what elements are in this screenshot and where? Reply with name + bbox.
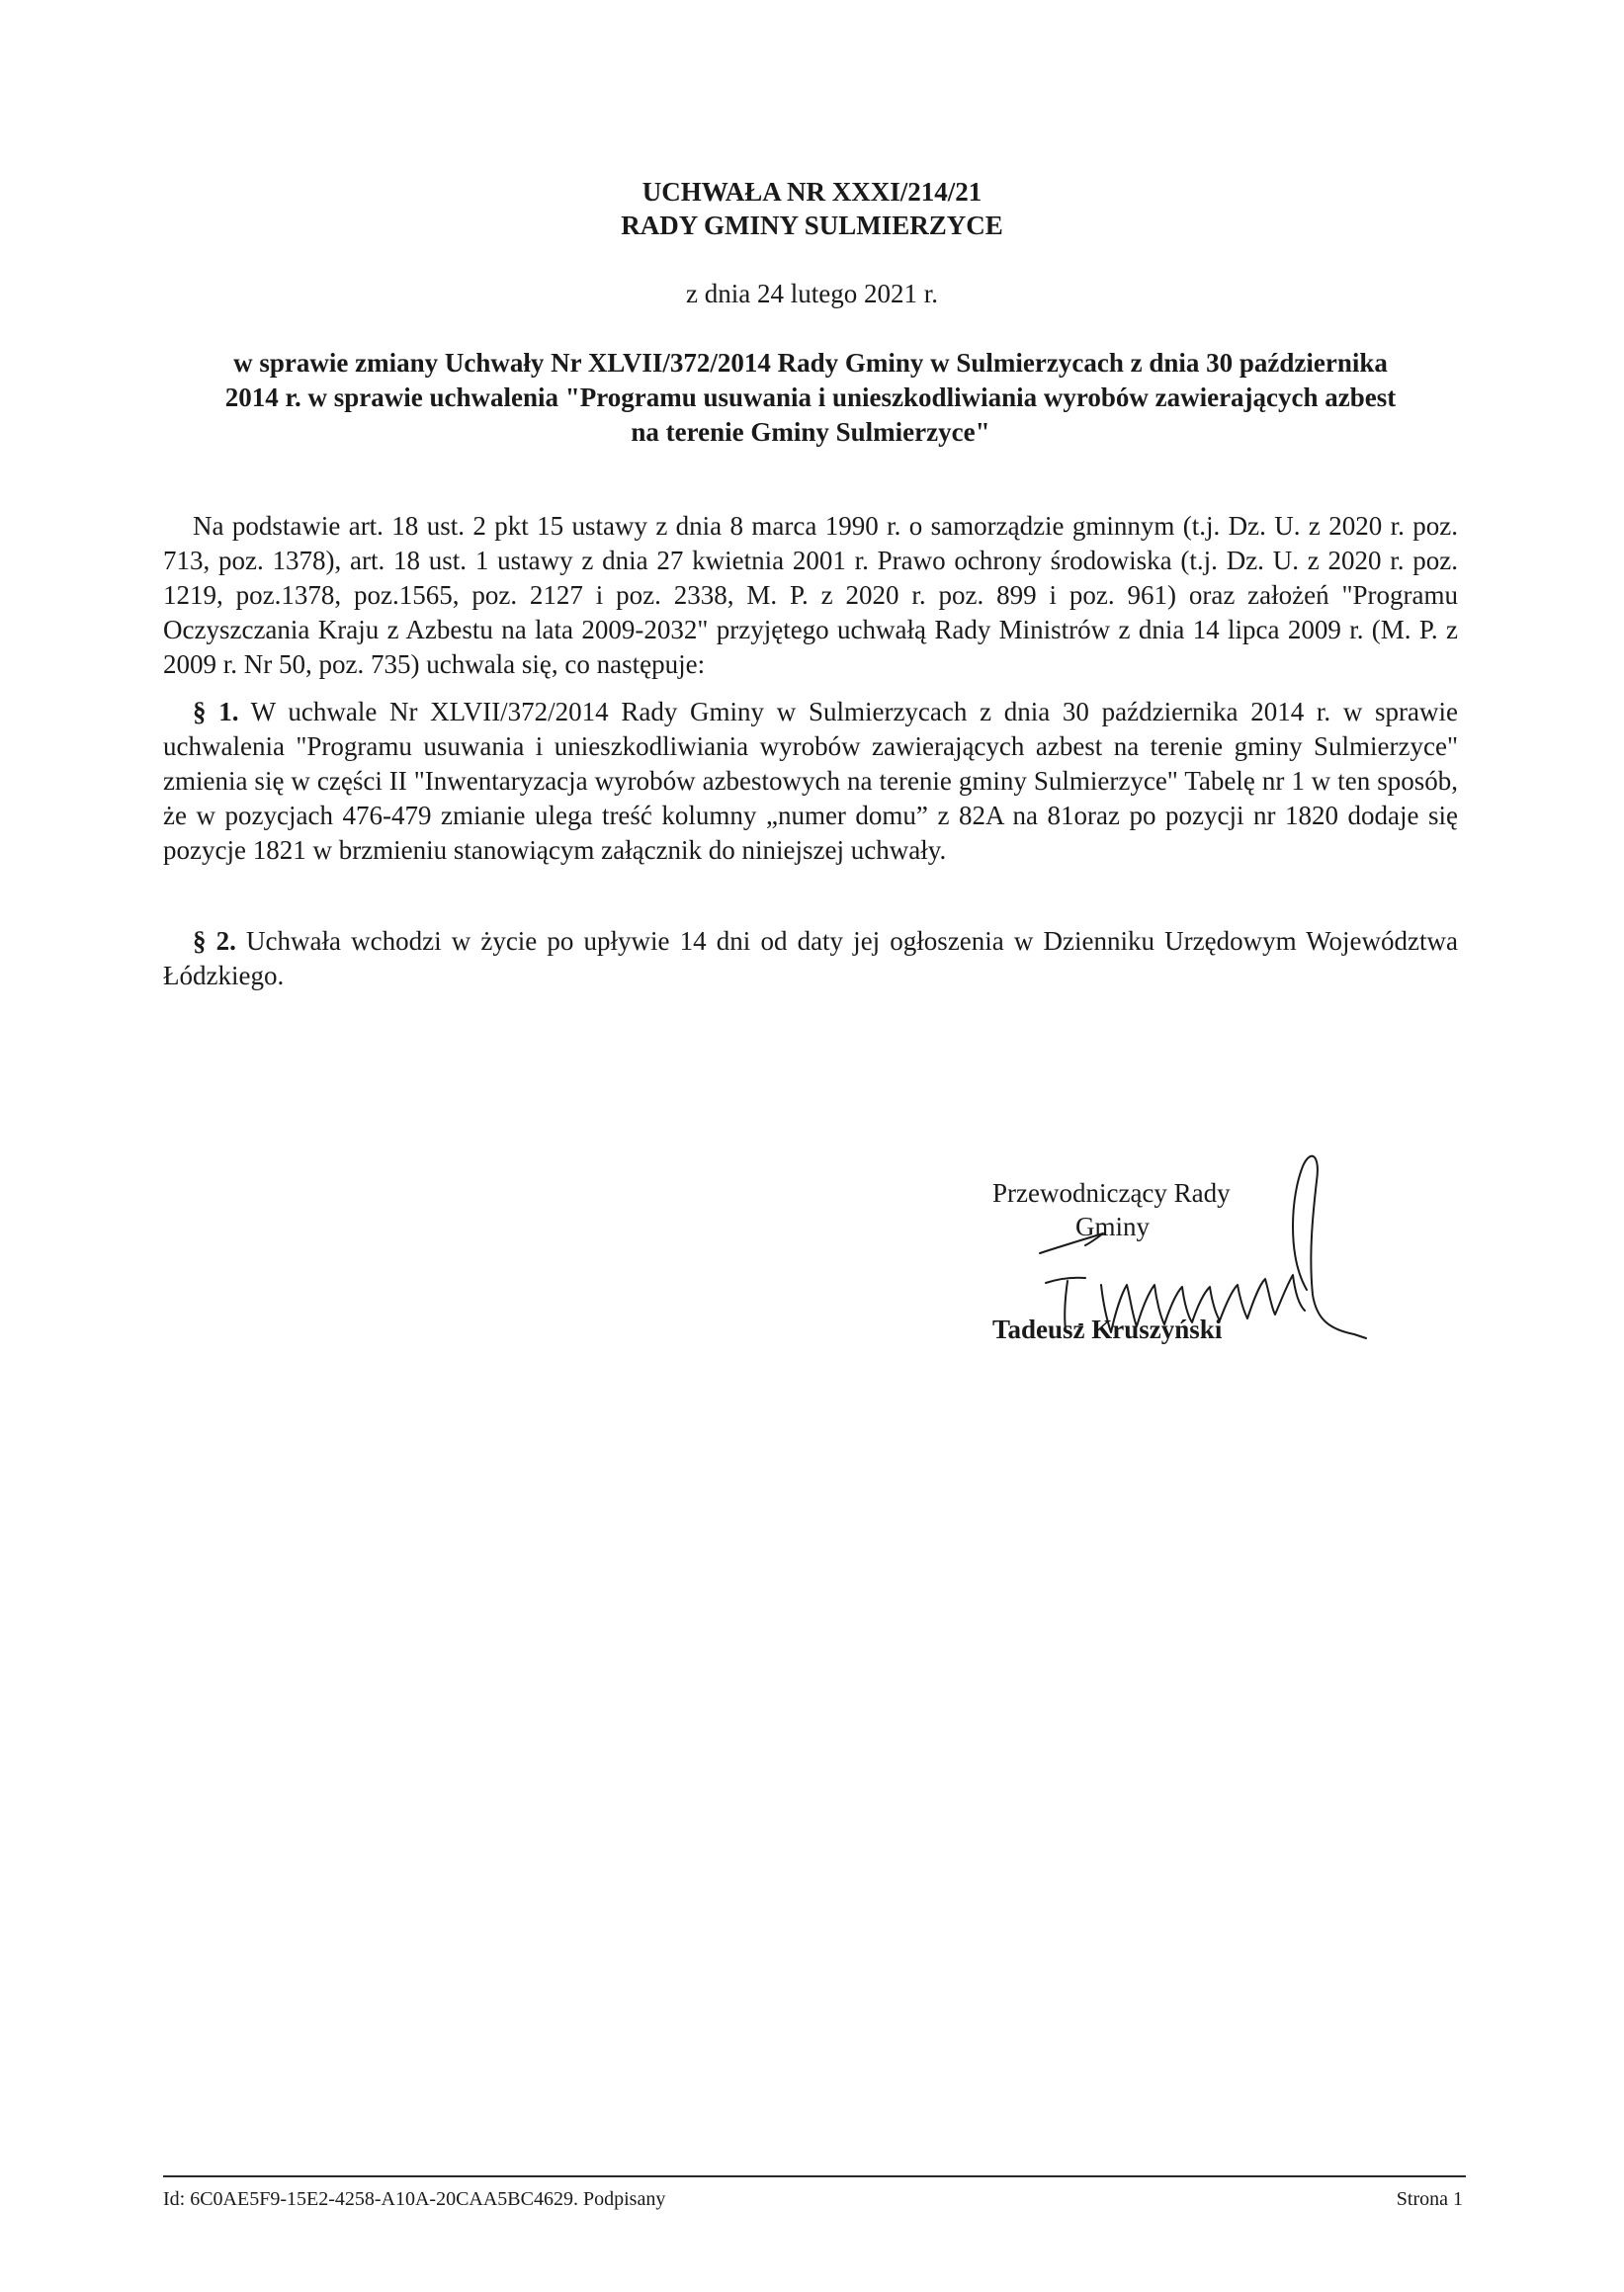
section-1-mark: § 1. — [193, 697, 239, 726]
section-2-text: Uchwała wchodzi w życie po upływie 14 dni od daty jej ogłoszenia w Dzienniku Urzędowym Województwa Łódzkiego. — [163, 926, 1459, 990]
document-id: Id: 6C0AE5F9-15E2-4258-A10A-20CAA5BC4629. Podpisany — [163, 2188, 666, 2210]
signatory-name: Tadeusz Kruszyński — [992, 1315, 1223, 1344]
section-2 — [163, 924, 1458, 993]
subject-line: w sprawie zmiany Uchwały Nr XLVII/372/2014 Rady Gminy w Sulmierzycach z dnia 30 października — [233, 348, 1388, 378]
resolution-number: UCHWAŁA NR XXXI/214/21 — [641, 177, 983, 207]
legal-basis-preamble — [163, 509, 1458, 682]
footer-divider — [163, 2175, 1466, 2177]
subject-line: 2014 r. w sprawie uchwalenia "Programu usuwania i unieszkodliwiania wyrobów zawierających azbest — [224, 382, 1397, 412]
issuing-body: RADY GMINY SULMIERZYCE — [621, 211, 1003, 240]
resolution-subject — [163, 346, 1458, 450]
page-number: Strona 1 — [1396, 2188, 1463, 2210]
signatory-title: Przewodniczący Rady — [992, 1178, 1231, 1208]
subject-line: na terenie Gminy Sulmierzyce" — [631, 417, 990, 447]
resolution-date: z dnia 24 lutego 2021 r. — [686, 279, 938, 308]
section-1-text: W uchwale Nr XLVII/372/2014 Rady Gminy w Sulmierzycach z dnia 30 października 2014 r. w sprawie uchwalenia "Programu usuwania i unieszkodliwiania wyrobów zawierających azbest na terenie gminy Sulmierzyce" zmienia się w części II "Inwentaryzacja wyrobów azbestowych na terenie gminy Sulmierzyce" Tabelę nr 1 w ten sposób, że w pozycjach 476-479 zmianie ulega treść kolumny „numer domu” z 82A na 81oraz po pozycji nr 1820 dodaje się pozycje 1821 w brzmieniu stanowiącym załącznik do niniejszej uchwały. — [163, 697, 1459, 865]
signatory-title-continued: Gminy — [1075, 1212, 1151, 1241]
preamble-text: Na podstawie art. 18 ust. 2 pkt 15 ustawy z dnia 8 marca 1990 r. o samorządzie gminnym (t.j. Dz. U. z 2020 r. poz. 713, poz. 1378), art. 18 ust. 1 ustawy z dnia 27 kwietnia 2001 r. Prawo ochrony środowiska (t.j. Dz. U. z 2020 r. poz. 1219, poz.1378, poz.1565, poz. 2127 i poz. 2338, M. P. z 2020 r. poz. 899 i poz. 961) oraz założeń "Programu Oczyszczania Kraju z Azbestu na lata 2009-2032" przyjętego uchwałą Rady Ministrów z dnia 14 lipca 2009 r. (M. P. z 2009 r. Nr 50, poz. 735) uchwala się, co następuje: — [163, 511, 1458, 679]
section-1 — [163, 695, 1458, 868]
section-2-mark: § 2. — [193, 926, 236, 956]
signature-block — [949, 1176, 1404, 1374]
